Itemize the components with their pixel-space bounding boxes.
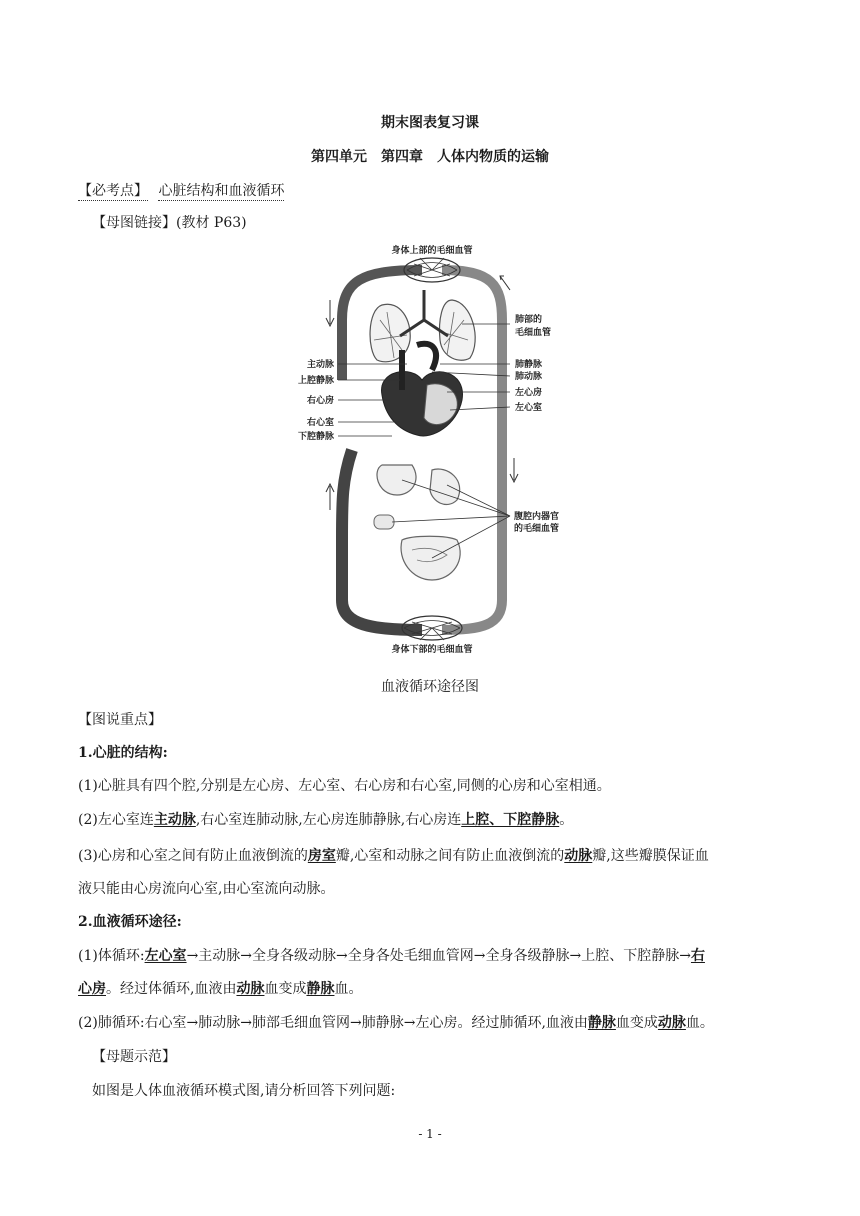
p2-a: (2)左心室连: [78, 812, 154, 828]
p4-c: →主动脉→全身各级动脉→全身各处毛细血管网→全身各级静脉→上腔、下腔静脉→: [186, 948, 691, 964]
p3-e: 瓣,这些瓣膜保证血: [592, 848, 709, 864]
label-upper-capillary: 身体上部的毛细血管: [391, 246, 473, 256]
must-know-tag: 【必考点】: [78, 183, 148, 199]
mother-question-text: 如图是人体血液循环模式图,请分析回答下列问题:: [92, 1083, 396, 1099]
label-pulmonary-vein: 肺静脉: [515, 360, 543, 370]
heart-structure-heading: 1.心脏的结构:: [78, 745, 168, 761]
heart-structure-p3-cont: 液只能由心房流向心室,由心室流向动脉。: [78, 881, 335, 897]
p3-answer-atrioventricular: 房室: [307, 848, 336, 864]
p5-a: (2)肺循环:右心室→肺动脉→肺部毛细血管网→肺静脉→左心房。经过肺循环,血液由: [78, 1015, 588, 1031]
lungs: [370, 290, 475, 362]
heart-structure-p3: [78, 845, 709, 865]
page-number: - 1 -: [418, 1127, 442, 1141]
label-aorta: 主动脉: [306, 360, 334, 370]
p3-answer-arterial: 动脉: [564, 848, 593, 864]
label-superior-vena-cava: 上腔静脉: [297, 376, 334, 386]
must-know-topic: 心脏结构和血液循环: [158, 183, 285, 199]
circulation-heading: 2.血液循环途径:: [78, 914, 182, 930]
systemic-circulation-line1: [78, 945, 705, 965]
label-inferior-vena-cava: 下腔静脉: [297, 432, 334, 442]
label-organ-capillary-1: 腹腔内器官: [514, 512, 560, 522]
must-know-line: [78, 180, 284, 200]
p2-e: 。: [559, 812, 574, 828]
abdominal-organs: [374, 465, 460, 580]
page-title: 期末图表复习课: [381, 115, 479, 131]
pulmonary-circulation: [78, 1012, 714, 1032]
p4-answer-atrium: 心房: [78, 981, 106, 997]
mother-figure-link: [92, 212, 247, 232]
p4-answer-venous: 静脉: [306, 981, 335, 997]
p5-e: 血。: [685, 1015, 714, 1031]
p4-answer-left-ventricle: 左心室: [144, 948, 187, 964]
p5-answer-venous: 静脉: [587, 1015, 616, 1031]
flow-arrow-down-right: [510, 458, 518, 482]
p2-answer-vena-cava: 上腔、下腔静脉: [461, 812, 560, 828]
p3-c: 瓣,心室和动脉之间有防止血液倒流的: [335, 848, 565, 864]
label-right-ventricle: 右心室: [306, 418, 334, 428]
flow-arrow-down-left: [326, 300, 334, 326]
heart-structure-p1: (1)心脏具有四个腔,分别是左心房、左心室、右心房和右心室,同侧的心房和心室相通。: [78, 778, 611, 794]
label-lung-capillary-2: 毛细血管: [515, 328, 552, 338]
blood-circulation-diagram: [282, 240, 582, 660]
mother-question-tag: 【母题示范】: [92, 1049, 176, 1065]
key-points-tag: 【图说重点】: [78, 712, 162, 728]
label-left-atrium: 左心房: [515, 388, 543, 398]
p4-answer-arterial: 动脉: [236, 981, 265, 997]
label-lung-capillary-1: 肺部的: [515, 315, 543, 325]
p3-a: (3)心房和心室之间有防止血液倒流的: [78, 848, 308, 864]
label-pulmonary-artery: 肺动脉: [515, 372, 543, 382]
p4-h: 血变成: [264, 981, 307, 997]
systemic-circulation-line2: [78, 978, 362, 998]
flow-arrow-top-right: [500, 276, 510, 290]
p4-a: (1)体循环:: [78, 948, 145, 964]
p4-j: 血。: [334, 981, 363, 997]
heart-structure-p2: [78, 809, 573, 829]
p4-answer-right: 右: [690, 948, 705, 964]
p5-c: 血变成: [615, 1015, 658, 1031]
mother-link-source: (教材 P63): [176, 215, 247, 231]
label-organ-capillary-2: 的毛细血管: [514, 524, 560, 534]
chapter-subtitle: 第四单元 第四章 人体内物质的运输: [311, 149, 549, 165]
flow-arrow-up-left: [326, 484, 334, 510]
label-left-ventricle: 左心室: [515, 403, 543, 413]
label-right-atrium: 右心房: [306, 396, 334, 406]
label-lower-capillary: 身体下部的毛细血管: [391, 645, 473, 655]
p5-answer-arterial: 动脉: [657, 1015, 686, 1031]
mother-link-tag: 【母图链接】: [92, 215, 176, 231]
figure-caption: 血液循环途径图: [381, 679, 479, 695]
p4-f: 。经过体循环,血液由: [106, 981, 237, 997]
p2-c: ,右心室连肺动脉,左心房连肺静脉,右心房连: [195, 812, 462, 828]
p2-answer-aorta: 主动脉: [153, 812, 196, 828]
